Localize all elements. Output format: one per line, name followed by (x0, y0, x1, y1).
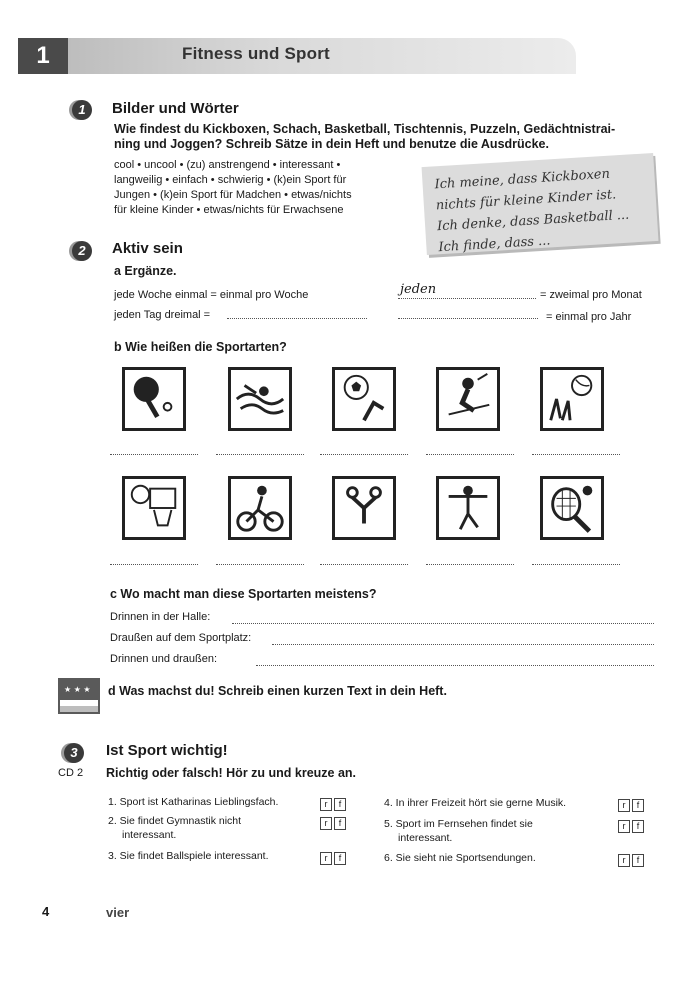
section-3-instruction: Richtig oder falsch! Hör zu und kreuze an. (106, 766, 357, 780)
football-icon (335, 370, 393, 428)
false-checkbox[interactable]: f (632, 799, 644, 812)
swimming-icon (231, 370, 289, 428)
statement-6-boxes (616, 852, 644, 870)
a-row1-left: jede Woche einmal = einmal pro Woche (114, 289, 309, 301)
statement-4-boxes (616, 797, 644, 815)
c-row3-blank[interactable] (256, 656, 654, 666)
true-checkbox[interactable]: r (320, 798, 332, 811)
statement-1: 1. Sport ist Katharinas Lieblingsfach. (108, 796, 279, 808)
section-3-badge: 3 (64, 743, 84, 763)
false-checkbox[interactable]: f (632, 820, 644, 833)
statement-5-cont: interessant. (398, 832, 453, 844)
a-row1-answer-field[interactable] (398, 284, 538, 300)
section-1-title: Bilder und Wörter (112, 100, 239, 117)
answer-blank[interactable] (216, 556, 304, 565)
c-row3-label: Drinnen und draußen: (110, 653, 218, 665)
picture-ballet (436, 476, 500, 540)
example-note (422, 153, 659, 255)
a-row2-blank-right[interactable] (398, 306, 538, 319)
basketball-icon (125, 479, 183, 537)
false-checkbox[interactable]: f (632, 854, 644, 867)
flag-icon (58, 676, 100, 716)
note-line: Ich denke, dass Basketball ... (436, 207, 630, 235)
c-row1-blank[interactable] (232, 614, 654, 624)
answer-blank[interactable] (320, 556, 408, 565)
section-2c-title: c Wo macht man diese Sportarten meistens? (110, 587, 377, 601)
statement-5: 5. Sport im Fernsehen findet sie (384, 818, 533, 830)
true-checkbox[interactable]: r (618, 799, 630, 812)
true-checkbox[interactable]: r (320, 852, 332, 865)
picture-skiing (436, 367, 500, 431)
statement-2-boxes (318, 815, 346, 833)
section-1-instruction-2: ning und Joggen? Schreib Sätze in dein Heft und benutze die Ausdrücke. (114, 137, 549, 151)
statement-3: 3. Sie findet Ballspiele interessant. (108, 850, 269, 862)
page-word: vier (106, 905, 130, 920)
ballet-icon (439, 479, 497, 537)
false-checkbox[interactable]: f (334, 798, 346, 811)
expression-line: Jungen • (k)ein Sport für Madchen • etwas/nichts (114, 189, 352, 201)
skiing-icon (439, 370, 497, 428)
note-line: Ich meine, dass Kickboxen (434, 166, 611, 193)
c-row1-label: Drinnen in der Halle: (110, 611, 211, 623)
picture-tennis (540, 476, 604, 540)
true-checkbox[interactable]: r (618, 820, 630, 833)
a-row1-right: = zweimal pro Monat (540, 289, 642, 301)
page-number: 4 (42, 904, 50, 919)
answer-blank[interactable] (216, 446, 304, 455)
gymnastics-rings-icon (335, 479, 393, 537)
false-checkbox[interactable]: f (334, 852, 346, 865)
section-1-instruction-1: Wie findest du Kickboxen, Schach, Basketball, Tischtennis, Puzzeln, Gedächtnistrai- (114, 122, 616, 136)
expression-line: cool • uncool • (zu) anstrengend • interessant • (114, 159, 341, 171)
picture-gymnastics-rings (332, 476, 396, 540)
answer-blank[interactable] (426, 446, 514, 455)
expression-line: langweilig • einfach • schwierig • (k)ein Sport für (114, 174, 347, 186)
page-title: Fitness und Sport (182, 44, 330, 63)
picture-cycling (228, 476, 292, 540)
picture-swimming (228, 367, 292, 431)
expression-line: für kleine Kinder • etwas/nichts für Erwachsene (114, 204, 344, 216)
picture-volleyball (540, 367, 604, 431)
false-checkbox[interactable]: f (334, 817, 346, 830)
section-2-badge: 2 (72, 241, 92, 261)
tennis-icon (543, 479, 601, 537)
answer-blank[interactable] (110, 556, 198, 565)
statement-4: 4. In ihrer Freizeit hört sie gerne Musik. (384, 797, 567, 809)
a-row1-answer: jeden (400, 282, 437, 297)
table-tennis-icon (125, 370, 183, 428)
true-checkbox[interactable]: r (320, 817, 332, 830)
section-3-title: Ist Sport wichtig! (106, 742, 228, 759)
unit-number: 1 (18, 38, 68, 74)
svg-text:★ ★ ★: ★ ★ ★ (64, 685, 91, 694)
answer-blank[interactable] (532, 446, 620, 455)
answer-blank[interactable] (320, 446, 408, 455)
a-row2-left: jeden Tag dreimal = (114, 309, 211, 321)
statement-5-boxes (616, 818, 644, 836)
note-line: Ich finde, dass ... (438, 233, 551, 256)
statement-2-cont: interessant. (122, 829, 177, 841)
cd-label: CD 2 (58, 767, 84, 779)
picture-football (332, 367, 396, 431)
statement-3-boxes (318, 850, 346, 868)
note-line: nichts für kleine Kinder ist. (435, 187, 617, 214)
c-row2-label: Draußen auf dem Sportplatz: (110, 632, 252, 644)
section-2-title: Aktiv sein (112, 240, 183, 257)
statement-2: 2. Sie findet Gymnastik nicht (108, 815, 242, 827)
true-checkbox[interactable]: r (618, 854, 630, 867)
a-row2-right: = einmal pro Jahr (546, 311, 632, 323)
picture-basketball (122, 476, 186, 540)
a-row2-blank-left[interactable] (227, 306, 367, 319)
volleyball-icon (543, 370, 601, 428)
section-2b-title: b Wie heißen die Sportarten? (114, 340, 287, 354)
answer-blank[interactable] (532, 556, 620, 565)
answer-blank[interactable] (426, 556, 514, 565)
statement-6: 6. Sie sieht nie Sportsendungen. (384, 852, 536, 864)
c-row2-blank[interactable] (272, 635, 654, 645)
cycling-icon (231, 479, 289, 537)
section-2d-title: d Was machst du! Schreib einen kurzen Text in dein Heft. (108, 684, 447, 698)
section-2a-title: a Ergänze. (114, 264, 177, 278)
section-1-badge: 1 (72, 100, 92, 120)
picture-table-tennis (122, 367, 186, 431)
statement-1-boxes (318, 796, 346, 814)
answer-blank[interactable] (110, 446, 198, 455)
